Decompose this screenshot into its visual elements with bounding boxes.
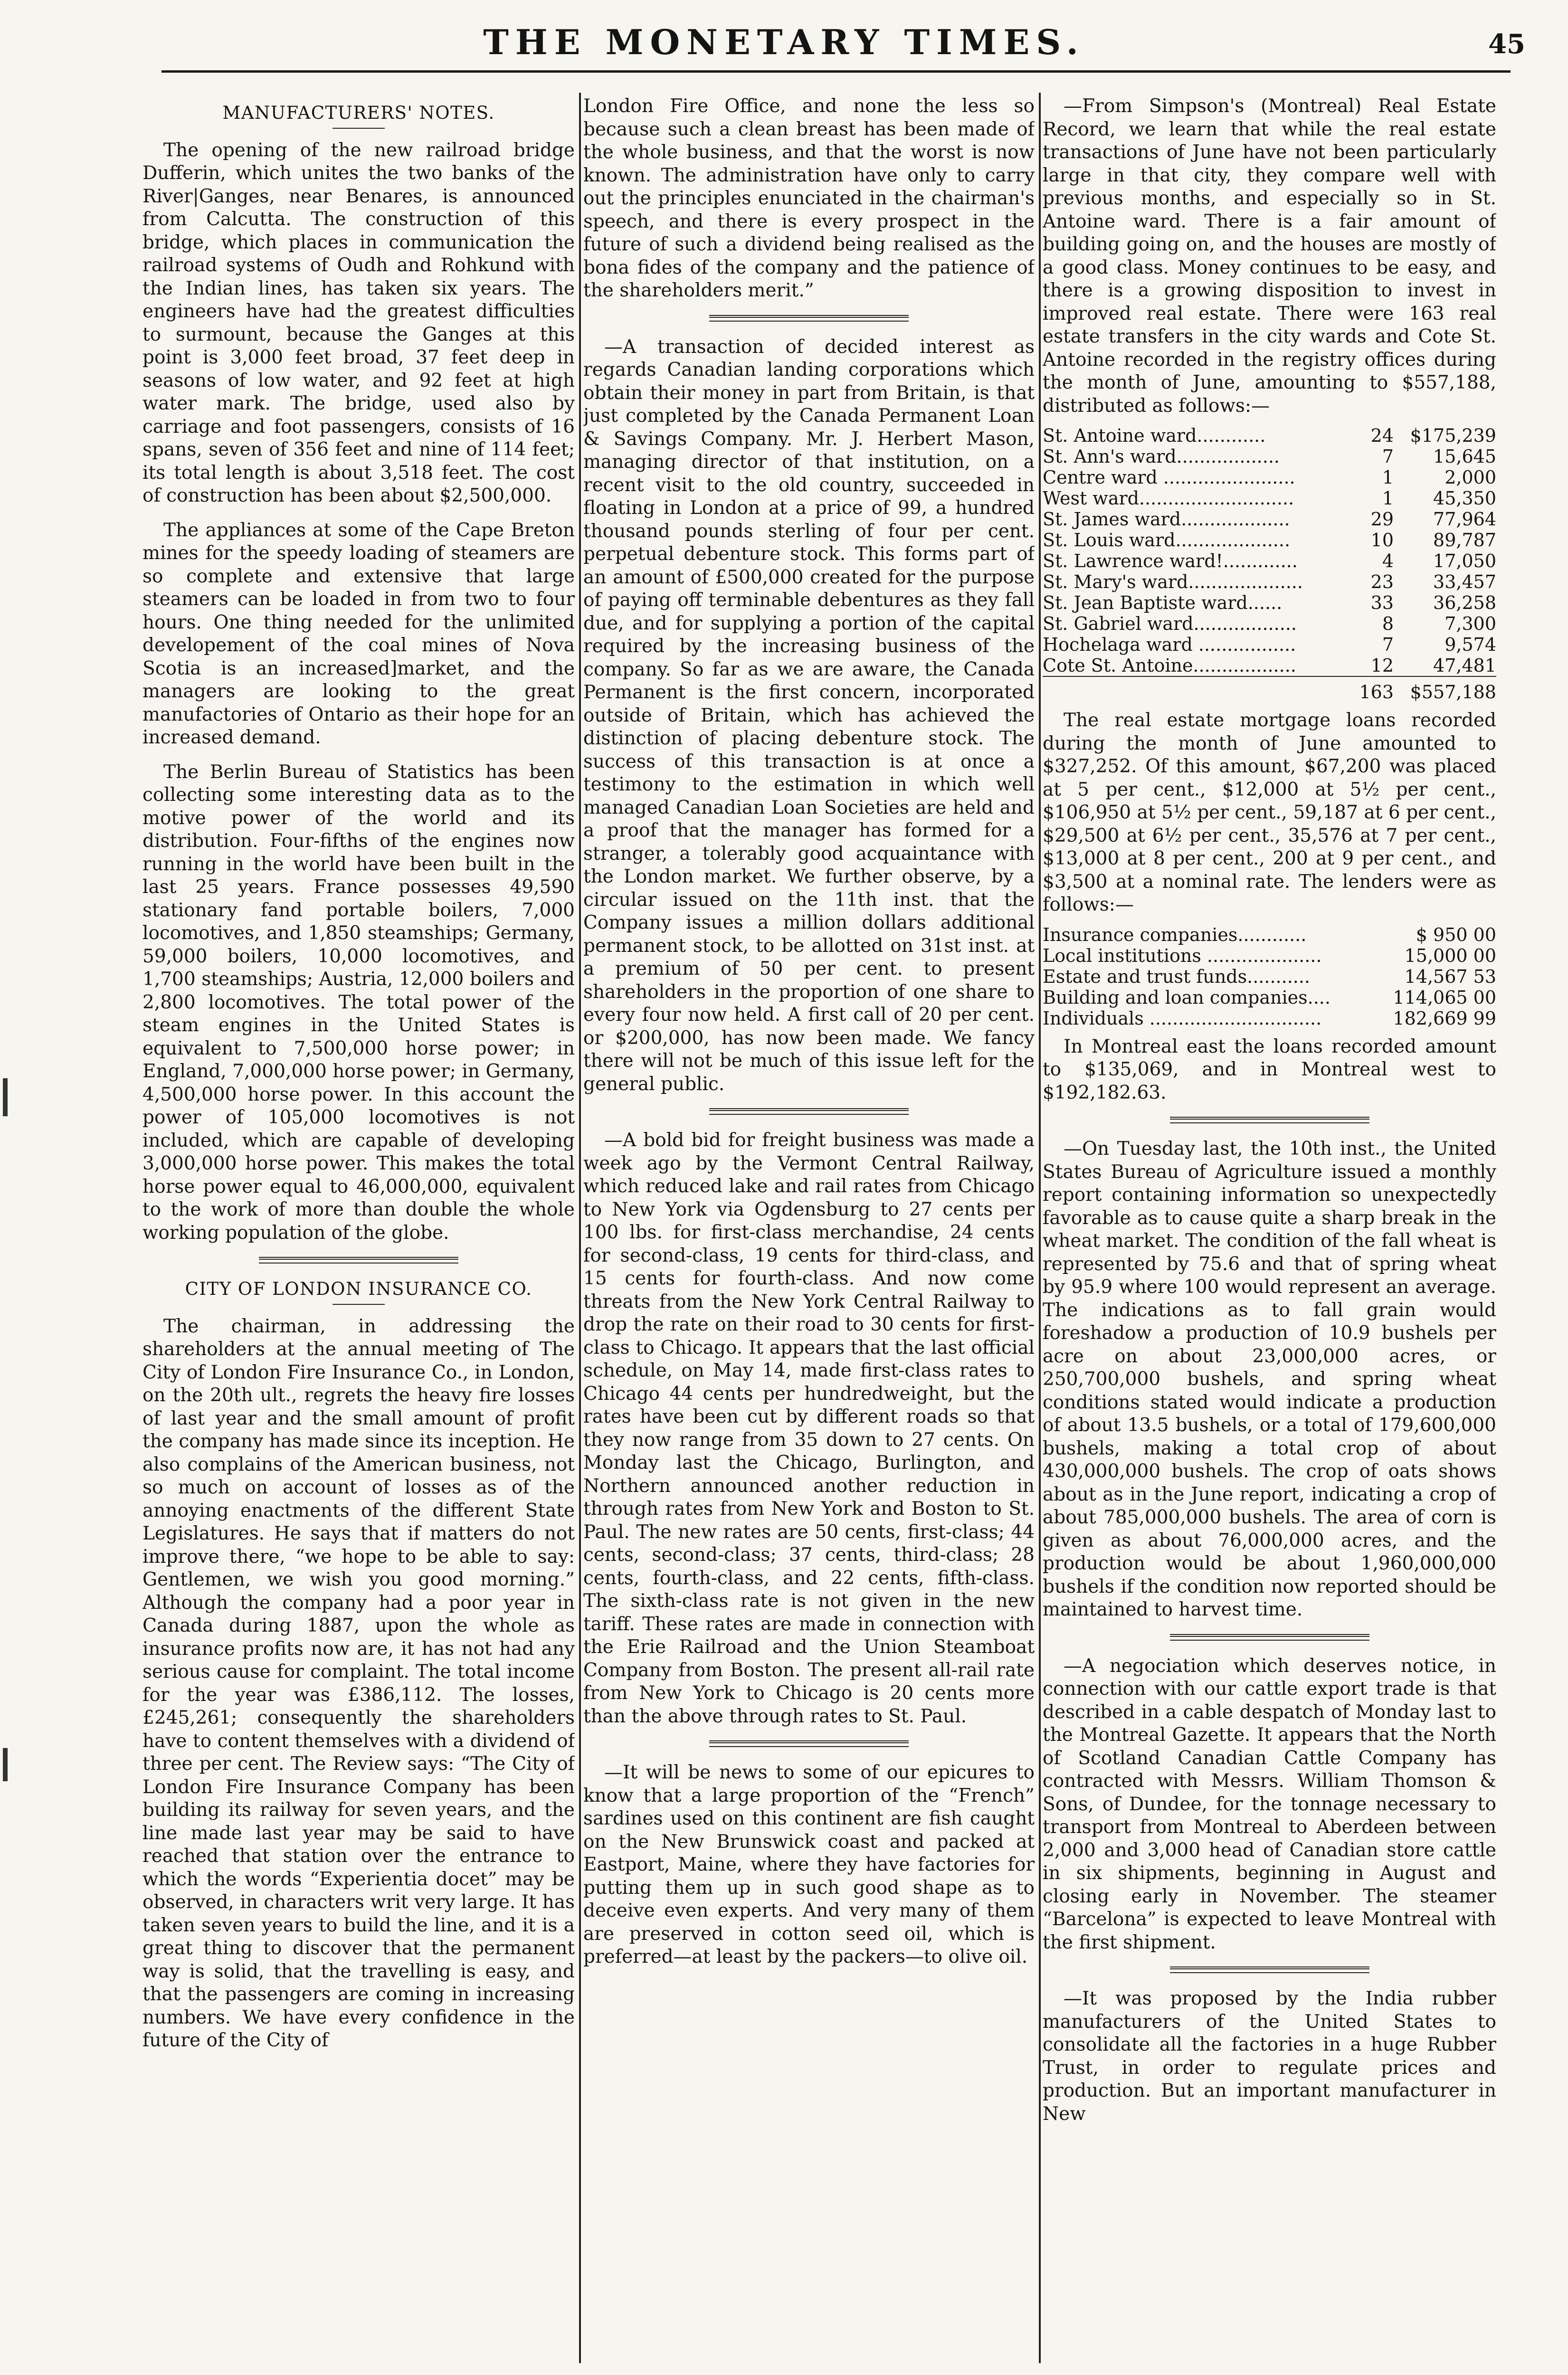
ward-count: 1 (1382, 467, 1394, 488)
section-separator (1170, 1966, 1369, 1973)
lender-name: Insurance companies............ (1043, 924, 1307, 945)
heading-rule (333, 1304, 385, 1305)
table-row (1043, 467, 1496, 488)
column-divider (1039, 93, 1041, 2363)
lenders-table (1043, 924, 1496, 1029)
ward-count: 10 (1370, 530, 1394, 551)
ward-count: 4 (1382, 551, 1394, 571)
ward-count: 1 (1382, 488, 1394, 509)
margin-mark (3, 1748, 8, 1781)
ward-amount: 36,258 (1433, 592, 1496, 613)
lender-amount: 14,567 53 (1404, 966, 1496, 987)
total-count: 163 (1353, 676, 1394, 703)
section-separator (709, 315, 909, 322)
ward-count: 7 (1382, 634, 1394, 655)
ward-count: 7 (1382, 446, 1394, 467)
table-row (1043, 966, 1496, 987)
ward-name: St. James ward................... (1043, 509, 1290, 530)
ward-name: Cote St. Antoine.................. (1043, 655, 1296, 676)
ward-name: St. Louis ward.................... (1043, 530, 1291, 551)
table-row (1043, 551, 1496, 571)
ward-name: St. Jean Baptiste ward...... (1043, 592, 1283, 613)
table-row (1043, 1008, 1496, 1029)
table-row (1043, 613, 1496, 634)
section-heading-manufacturers-notes: MANUFACTURERS' NOTES. (222, 103, 495, 123)
ward-name: Hochelaga ward ................. (1043, 634, 1296, 655)
ward-count: 33 (1370, 592, 1394, 613)
ward-count: 24 (1370, 425, 1394, 446)
lender-name: Individuals .............................. (1043, 1007, 1322, 1029)
table-row (1043, 655, 1496, 676)
table-row (1043, 530, 1496, 551)
lender-amount: 15,000 00 (1404, 945, 1496, 966)
ward-amount: 9,574 (1444, 634, 1496, 655)
section-heading-city-of-london: CITY OF LONDON INSURANCE CO. (185, 1279, 532, 1299)
ward-amount: 45,350 (1433, 488, 1496, 509)
article-paragraph: London Fire Office, and none the less so because such a clean breast has been made of the whole business, and that the worst is now known. The administration have only to carry out the principles enunciated in the chairman's speech, and there is every prospect in the future of such a dividend being realised as the bona fides of the company and the patience of the shareholders merit.” (583, 95, 1035, 301)
section-separator (709, 1108, 909, 1115)
article-paragraph: In Montreal east the loans recorded amount to $135,069, and in Montreal west to $192,182.63. (1043, 1036, 1496, 1103)
table-row (1043, 987, 1496, 1008)
section-separator (1170, 1117, 1369, 1123)
lender-name: Local institutions .................... (1043, 945, 1322, 966)
lender-amount: 182,669 99 (1393, 1007, 1496, 1029)
article-paragraph: —On Tuesday last, the 10th inst., the United States Bureau of Agriculture issued a monthly report containing information so unexpectedly favorable as to cause quite a sharp break in the wheat market. The condition of the fall wheat is represented by 75.6 and that of spring wheat by 95.9 where 100 would represent an average. The indications as to fall grain would foreshadow a production of 10.9 bushels per acre on about 23,000,000 acres, or 250,700,000 bushels, and spring wheat conditions stated would indicate a production of about 13.5 bushels, or a total of 179,600,000 bushels, making a total crop of about 430,000,000 bushels. The crop of oats shows about as in the June report, indicating a crop of about 785,000,000 bushels. The area of corn is given as about 76,000,000 acres, and the production would be about 1,960,000,000 bushels if the condition now reported should be maintained to harvest time. (1043, 1138, 1496, 1620)
column-1 (143, 95, 575, 2361)
article-paragraph: —A bold bid for freight business was made a week ago by the Vermont Central Railway, which reduced lake and rail rates from Chicago to New York via Ogdensburg to 27 cents per 100 lbs. for first-class merchandise, 24 cents for second-class, 19 cents for third-class, and 15 cents for fourth-class. And now come threats from the New York Central Railway to drop the rate on their road to 30 cents for first-class to Chicago. It appears that the last official schedule, on May 14, made first-class rates to Chicago 44 cents per hundredweight, but the rates have been cut by different roads so that they now range from 35 down to 27 cents. On Monday last the Chicago, Burlington, and Northern announced another reduction in through rates from New York and Boston to St. Paul. The new rates are 50 cents, first-class; 44 cents, second-class; 37 cents, third-class; 28 cents, fourth-class, and 22 cents, fifth-class. The sixth-class rate is not given in the new tariff. These rates are made in connection with the Erie Railroad and the Union Steamboat Company from Boston. The present all-rail rate from New York to Chicago is 20 cents more than the above through rates to St. Paul. (583, 1130, 1035, 1727)
ward-amount: 47,481 (1433, 655, 1496, 676)
lender-amount: $ 950 00 (1416, 924, 1496, 945)
table-row (1043, 425, 1496, 446)
article-paragraph: —From Simpson's (Montreal) Real Estate Record, we learn that while the real estate transactions of June have not been particularly large in that city, they compare well with previous months, and especially so in St. Antoine ward. There is a fair amount of building going on, and the houses are mostly of a good class. Money continues to be easy, and there is a growing disposition to invest in improved real estate. There were 163 real estate transfers in the city wards and Cote St. Antoine recorded in the registry offices during the month of June, amounting to $557,188, distributed as follows:— (1043, 95, 1496, 417)
table-total-row (1043, 676, 1496, 703)
article-paragraph: —It was proposed by the India rubber manufacturers of the United States to consolidate all the factories in a huge Rubber Trust, in order to regulate prices and production. But an important manufacturer in New (1043, 1988, 1496, 2125)
column-divider (579, 93, 581, 2363)
article-paragraph: The opening of the new railroad bridge Dufferin, which unites the two banks of the River|Ganges, near Benares, is announced from Calcutta. The construction of this bridge, which places in communication the railroad systems of Oudh and Rohkund with the Indian lines, has taken six years. The engineers have had the greatest difficulties to surmount, because the Ganges at this point is 3,000 feet broad, 37 feet deep in seasons of low water, and 92 feet at high water mark. The bridge, used also by carriage and foot passengers, consists of 16 spans, seven of 356 feet and nine of 114 feet; its total length is about 3,518 feet. The cost of construction has been about $2,500,000. (143, 139, 575, 506)
article-paragraph: —A transaction of decided interest as regards Canadian landing corporations which obtain their money in part from Britain, is that just completed by the Canada Permanent Loan & Savings Company. Mr. J. Herbert Mason, managing director of that institution, on a recent visit to the old country, succeeded in floating in London at a price of 99, a hundred thousand pounds sterling of four per cent. perpetual debenture stock. This forms part of an amount of £500,000 created for the purpose of paying off terminable debentures as they fall due, and for supplying a portion of the capital required by the increasing business of the company. So far as we are aware, the Canada Permanent is the first concern, incorporated outside of Britain, which has achieved the distinction of placing debenture stock. The success of this transaction is at once a testimony to the estimation in which well managed Canadian Loan Societies are held and a proof that the manager has formed for a stranger, a tolerably good acquaintance with the London market. We further observe, by a circular issued on the 11th inst. that the Company issues a million dollars additional permanent stock, to be allotted on 31st inst. at a premium of 50 per cent. to present shareholders in the proportion of one share to every four now held. A first call of 20 per cent. or $200,000, has now been made. We fancy there will not be much of this issue left for the general public. (583, 336, 1035, 1095)
lender-amount: 114,065 00 (1393, 987, 1496, 1008)
table-row (1043, 945, 1496, 966)
article-paragraph: The real estate mortgage loans recorded during the month of June amounted to $327,252. Of this amount, $67,200 was placed at 5 per cent., $12,000 at 5½ per cent., $106,950 at 5½ per cent., 59,187 at 6 per cent., $29,500 at 6½ per cent., 35,576 at 7 per cent., $13,000 at 8 per cent., 200 at 9 per cent., and $3,500 at a nominal rate. The lenders were as follows:— (1043, 710, 1496, 915)
table-row (1043, 509, 1496, 530)
newspaper-title: THE MONETARY TIMES. (483, 22, 1085, 62)
ward-name: St. Mary's ward.................... (1043, 571, 1303, 592)
ward-name: West ward........................... (1043, 488, 1294, 509)
table-row (1043, 634, 1496, 655)
table-row (1043, 488, 1496, 509)
lender-name: Building and loan companies.... (1043, 987, 1330, 1008)
table-row (1043, 592, 1496, 613)
total-amount: $557,188 (1394, 676, 1496, 703)
table-row (1043, 924, 1496, 945)
ward-name: St. Ann's ward.................. (1043, 446, 1280, 467)
ward-count: 23 (1370, 571, 1394, 592)
ward-amount: 7,300 (1444, 613, 1496, 634)
article-paragraph: —It will be news to some of our epicures to know that a large proportion of the “French” sardines used on this continent are fish caught on the New Brunswick coast and packed at Eastport, Maine, where they have factories for putting them up in such good shape as to deceive even experts. And very many of them are preserved in cotton seed oil, which is preferred—at least by the packers—to olive oil. (583, 1762, 1035, 1967)
heading-rule (333, 128, 385, 129)
section-separator (259, 1257, 458, 1264)
page-number: 45 (1488, 28, 1525, 60)
margin-mark (3, 1078, 8, 1116)
ward-name: St. Gabriel ward.................. (1043, 613, 1297, 634)
ward-amount: 2,000 (1444, 467, 1496, 488)
ward-count: 29 (1370, 509, 1394, 530)
ward-amount: $175,239 (1410, 425, 1496, 446)
masthead (0, 19, 1568, 76)
article-paragraph: —A negociation which deserves notice, in connection with our cattle export trade is that described in a cable despatch of Monday last to the Montreal Gazette. It appears that the North of Scotland Canadian Cattle Company has contracted with Messrs. William Thomson & Sons, of Dundee, for the tonnage necessary to transport from Montreal to Aberdeen between 2,000 and 3,000 head of Canadian store cattle in six shipments, beginning in August and closing early in November. The steamer “Barcelona” is expected to leave Montreal with the first shipment. (1043, 1655, 1496, 1953)
masthead-rule (162, 70, 1511, 73)
article-paragraph: The Berlin Bureau of Statistics has been collecting some interesting data as to the motive power of the world and its distribution. Four-fifths of the engines now running in the world have been built in the last 25 years. France possesses 49,590 stationary fand portable boilers, 7,000 locomotives, and 1,850 steamships; Germany, 59,000 boilers, 10,000 locomotives, and 1,700 steamships; Austria, 12,000 boilers and 2,800 locomotives. The total power of the steam engines in the United States is equivalent to 7,500,000 horse power; in England, 7,000,000 horse power; in Germany, 4,500,000 horse power. In this account the power of 105,000 locomotives is not included, which are capable of developing 3,000,000 horse power. This makes the total horse power equal to 46,000,000, equivalent to the work of more than double the whole working population of the globe. (143, 761, 575, 1244)
column-2 (583, 95, 1035, 2361)
ward-amount: 89,787 (1433, 530, 1496, 551)
ward-count: 8 (1382, 613, 1394, 634)
column-3 (1043, 95, 1496, 2361)
section-separator (1170, 1634, 1369, 1641)
article-paragraph: The appliances at some of the Cape Breton mines for the speedy loading of steamers are so complete and extensive that large steamers can be loaded in from two to four hours. One thing needed for the unlimited developement of the coal mines of Nova Scotia is an increased]market, and the managers are looking to the great manufactories of Ontario as their hope for an increased demand. (143, 519, 575, 748)
ward-amount: 15,645 (1433, 446, 1496, 467)
table-row (1043, 571, 1496, 592)
ward-transfers-table (1043, 425, 1496, 703)
ward-name: St. Antoine ward............ (1043, 425, 1266, 446)
section-separator (709, 1740, 909, 1747)
table-row (1043, 446, 1496, 467)
ward-amount: 33,457 (1433, 571, 1496, 592)
article-paragraph: The chairman, in addressing the shareholders at the annual meeting of The City of London Fire Insurance Co., in London, on the 20th ult., regrets the heavy fire losses of last year and the small amount of profit the company has made since its inception. He also complains of the American business, not so much on account of losses as of the annoying enactments of the different State Legislatures. He says that if matters do not improve there, “we hope to be able to say: Gentlemen, we wish you good morning.” Although the company had a poor year in Canada during 1887, upon the whole as insurance profits now are, it has not had any serious cause for complaint. The total income for the year was £386,112. The losses, £245,261; consequently the shareholders have to content themselves with a dividend of three per cent. The Review says: “The City of London Fire Insurance Company has been building its railway for seven years, and the line made last year may be said to have reached that station over the entrance to which the words “Experientia docet” may be observed, in characters writ very large. It has taken seven years to build the line, and it is a great thing to discover that the permanent way is solid, that the travelling is easy, and that the passengers are coming in increasing numbers. We have every confidence in the future of the City of (143, 1315, 575, 2051)
ward-count: 12 (1370, 655, 1394, 676)
lender-name: Estate and trust funds........... (1043, 966, 1311, 987)
ward-amount: 17,050 (1433, 551, 1496, 571)
ward-name: Centre ward ....................... (1043, 467, 1295, 488)
ward-amount: 77,964 (1433, 509, 1496, 530)
ward-name: St. Lawrence ward!............. (1043, 551, 1298, 571)
